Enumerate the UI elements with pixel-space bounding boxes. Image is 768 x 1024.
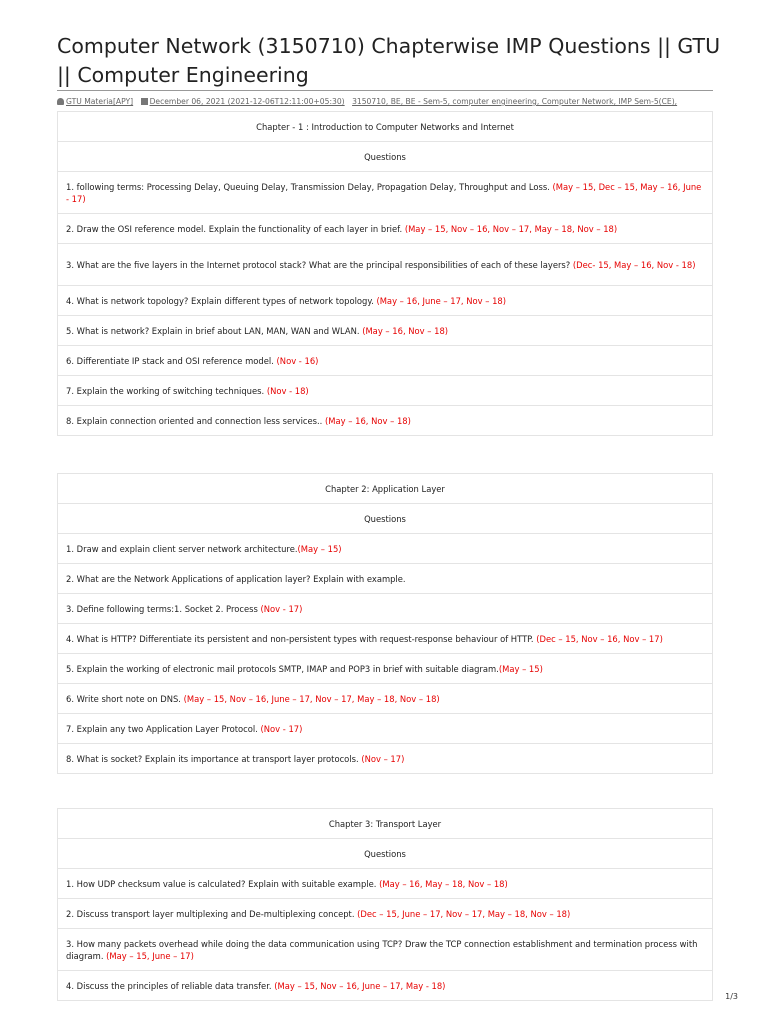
question-text: following terms: Processing Delay, Queuing Delay, Transmission Delay, Propagation Delay, Throughput and Loss. (76, 181, 553, 192)
question-number: 8. (66, 415, 74, 426)
exam-tag: (May – 15, Nov – 16, June – 17, May - 18) (274, 980, 446, 991)
question-row (58, 172, 713, 214)
question-row (58, 286, 713, 316)
question-text: What are the Network Applications of application layer? Explain with example. (76, 573, 406, 584)
question-number: 1. (66, 181, 74, 192)
question-row (58, 214, 713, 244)
question-text: How many packets overhead while doing the data communication using TCP? Draw the TCP connection establishment and termination process with diagram. (66, 938, 698, 961)
calendar-icon (141, 98, 148, 105)
question-number: 4. (66, 633, 74, 644)
author-link[interactable]: GTU Materia[APY] (66, 97, 134, 106)
question-number: 1. (66, 878, 74, 889)
question-number: 6. (66, 693, 74, 704)
exam-tag: (Dec- 15, May – 16, Nov - 18) (572, 259, 696, 270)
questions-header: Questions (58, 839, 713, 869)
question-number: 7. (66, 723, 74, 734)
title-divider (57, 90, 713, 91)
exam-tag: (May – 16, May – 18, Nov – 18) (379, 878, 508, 889)
question-row (58, 244, 713, 286)
exam-tag: (May – 15, June – 17) (106, 950, 194, 961)
exam-tag: (May – 16, June – 17, Nov – 18) (376, 295, 507, 306)
chapter-title: Chapter 3: Transport Layer (58, 809, 713, 839)
question-text: Explain any two Application Layer Protocol. (76, 723, 261, 734)
questions-header: Questions (58, 504, 713, 534)
question-row (58, 899, 713, 929)
question-number: 3. (66, 259, 74, 270)
exam-tag: (May – 15) (498, 663, 543, 674)
exam-tag: (Nov - 17) (260, 723, 303, 734)
exam-tag: (Nov – 17) (361, 753, 405, 764)
chapter-table (57, 111, 713, 436)
question-text: Explain the working of electronic mail protocols SMTP, IMAP and POP3 in brief with suitable diagram. (76, 663, 499, 674)
exam-tag: (May – 15) (297, 543, 342, 554)
question-number: 4. (66, 980, 74, 991)
question-number: 2. (66, 908, 74, 919)
page-title: Computer Network (3150710) Chapterwise IMP Questions || GTU || Computer Engineering (57, 34, 721, 87)
question-row (58, 654, 713, 684)
question-row (58, 684, 713, 714)
exam-tag: (May – 16, Nov – 18) (362, 325, 449, 336)
date-link[interactable]: December 06, 2021 (2021-12-06T12:11:00+05:30) (149, 97, 345, 106)
question-text: What is socket? Explain its importance at transport layer protocols. (76, 753, 362, 764)
question-row (58, 594, 713, 624)
tags-links[interactable]: 3150710, BE, BE - Sem-5, computer engineering, Computer Network, IMP Sem-5(CE), (352, 97, 678, 106)
questions-header: Questions (58, 142, 713, 172)
exam-tag: (Nov - 18) (266, 385, 309, 396)
chapter-title: Chapter - 1 : Introduction to Computer Networks and Internet (58, 112, 713, 142)
question-number: 5. (66, 325, 74, 336)
question-number: 7. (66, 385, 74, 396)
question-text: Draw and explain client server network architecture. (76, 543, 298, 554)
question-row (58, 744, 713, 774)
exam-tag: (May – 16, Nov – 18) (325, 415, 411, 426)
question-text: What are the five layers in the Internet protocol stack? What are the principal responsibilities of each of these layers? (76, 259, 573, 270)
exam-tag: (May – 15, Nov – 16, Nov – 17, May – 18, Nov – 18) (404, 223, 618, 234)
chapter-title: Chapter 2: Application Layer (58, 474, 713, 504)
question-number: 8. (66, 753, 74, 764)
exam-tag: (May – 15, Dec – 15, May – 16, June - 17) (66, 181, 702, 204)
question-text: Define following terms:1. Socket 2. Process (76, 603, 261, 614)
question-text: Differentiate IP stack and OSI reference model. (76, 355, 277, 366)
question-text: Draw the OSI reference model. Explain the functionality of each layer in brief. (76, 223, 405, 234)
user-icon (57, 98, 64, 105)
question-row (58, 406, 713, 436)
exam-tag: (Dec – 15, Nov – 16, Nov – 17) (536, 633, 663, 644)
exam-tag: (Nov - 16) (276, 355, 319, 366)
question-row (58, 971, 713, 1001)
question-number: 3. (66, 603, 74, 614)
question-text: Explain the working of switching techniques. (76, 385, 267, 396)
question-row (58, 624, 713, 654)
chapter-table (57, 808, 713, 1001)
chapter-table (57, 473, 713, 774)
exam-tag: (Dec – 15, June – 17, Nov – 17, May – 18, Nov – 18) (357, 908, 571, 919)
question-text: What is network topology? Explain different types of network topology. (76, 295, 377, 306)
question-text: What is network? Explain in brief about LAN, MAN, WAN and WLAN. (76, 325, 363, 336)
question-row (58, 714, 713, 744)
post-meta (57, 97, 717, 111)
question-text: Discuss the principles of reliable data transfer. (76, 980, 275, 991)
question-row (58, 316, 713, 346)
question-number: 3. (66, 938, 74, 949)
question-row (58, 929, 713, 971)
question-row (58, 869, 713, 899)
page-number: 1/3 (725, 992, 738, 1001)
question-number: 6. (66, 355, 74, 366)
question-number: 2. (66, 573, 74, 584)
question-row (58, 376, 713, 406)
question-text: Discuss transport layer multiplexing and De-multiplexing concept. (76, 908, 358, 919)
question-number: 5. (66, 663, 74, 674)
question-number: 2. (66, 223, 74, 234)
question-text: How UDP checksum value is calculated? Explain with suitable example. (76, 878, 380, 889)
question-number: 4. (66, 295, 74, 306)
exam-tag: (Nov - 17) (260, 603, 303, 614)
question-text: Explain connection oriented and connection less services.. (76, 415, 326, 426)
exam-tag: (May – 15, Nov – 16, June – 17, Nov – 17, May – 18, Nov – 18) (183, 693, 440, 704)
question-text: What is HTTP? Differentiate its persistent and non-persistent types with request-response behaviour of HTTP. (76, 633, 537, 644)
question-number: 1. (66, 543, 74, 554)
question-row (58, 564, 713, 594)
question-row (58, 534, 713, 564)
question-text: Write short note on DNS. (76, 693, 184, 704)
question-row (58, 346, 713, 376)
